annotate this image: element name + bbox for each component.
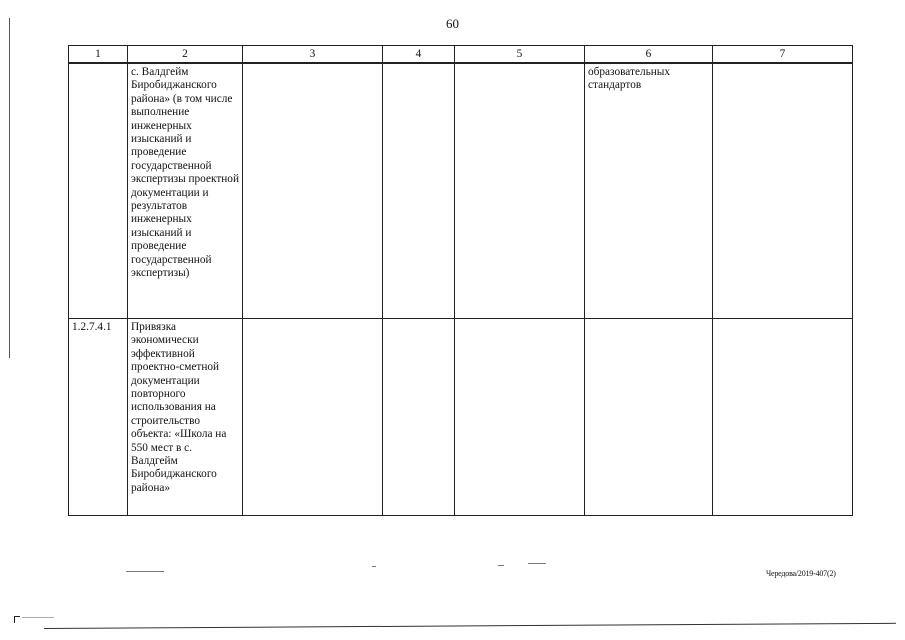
header-col-2: 2 — [128, 46, 243, 64]
scan-dash — [372, 566, 376, 567]
page-bottom-line — [44, 623, 896, 629]
row-cell-4 — [383, 63, 455, 319]
header-col-1: 1 — [69, 46, 128, 64]
row-code — [69, 63, 128, 319]
header-col-7: 7 — [713, 46, 853, 64]
header-col-5: 5 — [455, 46, 585, 64]
scan-dash — [498, 565, 504, 566]
scan-dash — [126, 571, 164, 572]
page-number: 60 — [446, 16, 459, 31]
row-cell-5 — [455, 63, 585, 319]
corner-mark — [14, 616, 20, 623]
row-cell-7 — [713, 63, 853, 319]
header-row — [69, 46, 853, 64]
scan-dash — [22, 617, 54, 618]
scan-dash — [528, 563, 546, 564]
header-col-6: 6 — [585, 46, 713, 64]
row-cell-6 — [585, 319, 713, 516]
row-description: Привязка экономически эффективной проектно-сметной документации повторного использования на строительство объекта: «Школа на 550 мест в с. Валдгейм Биробиджанского района» — [128, 319, 243, 516]
footer-code: Чередова/2019-407(2) — [766, 569, 836, 578]
document-table — [68, 45, 853, 516]
header-col-4: 4 — [383, 46, 455, 64]
margin-line — [9, 18, 10, 358]
table-row — [69, 319, 853, 516]
row-cell-6: образовательных стандартов — [585, 63, 713, 319]
row-code: 1.2.7.4.1 — [69, 319, 128, 516]
row-cell-4 — [383, 319, 455, 516]
row-cell-3 — [243, 63, 383, 319]
header-col-3: 3 — [243, 46, 383, 64]
table-row — [69, 63, 853, 319]
row-cell-7 — [713, 319, 853, 516]
row-cell-3 — [243, 319, 383, 516]
row-description: с. Валдгейм Биробиджанского района» (в том числе выполнение инженерных изысканий и проведение государственной экспертизы проектной документации и результатов инженерных изысканий и проведение государственной экспертизы) — [128, 63, 243, 319]
row-cell-5 — [455, 319, 585, 516]
